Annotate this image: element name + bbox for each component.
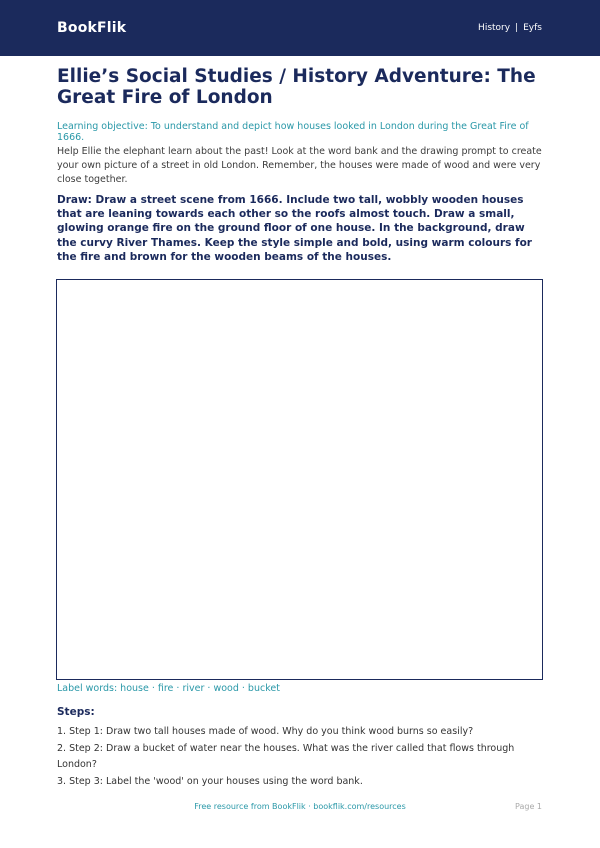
breadcrumb-subject[interactable]: History	[478, 23, 511, 33]
step-item: 1. Step 1: Draw two tall houses made of wood. Why do you think wood burns so easily?	[57, 726, 474, 737]
drawing-box[interactable]	[56, 279, 543, 680]
breadcrumb-level[interactable]: Eyfs	[523, 23, 542, 33]
intro-text: Help Ellie the elephant learn about the past! Look at the word bank and the drawing prompt to create your own picture of a street in old London. Remember, the houses were made of wood and were very close together.	[57, 146, 542, 186]
learning-objective: Learning objective: To understand and depict how houses looked in London during the Great Fire of 1666.	[57, 121, 529, 143]
breadcrumb	[478, 23, 542, 33]
page-title: Ellie’s Social Studies / History Adventure: The Great Fire of London	[57, 66, 536, 108]
breadcrumb-separator: |	[515, 23, 519, 33]
page-number: Page 1	[515, 802, 542, 811]
steps-list	[57, 724, 557, 790]
step-item: 2. Step 2: Draw a bucket of water near the houses. What was the river called that flows through London?	[57, 742, 515, 770]
brand-logo[interactable]: BookFlik	[57, 20, 127, 36]
step-item: 3. Step 3: Label the 'wood' on your houses using the word bank.	[57, 775, 363, 787]
label-words: Label words: house · fire · river · wood · bucket	[57, 683, 280, 694]
drawing-prompt: Draw: Draw a street scene from 1666. Include two tall, wobbly wooden houses that are leaning towards each other so the roofs almost touch. Draw a small, glowing orange fire on the ground floor of one house. In the background, draw the curvy River Thames. Keep the style simple and bold, using warm colours for the fire and brown for the wooden beams of the houses.	[57, 194, 532, 263]
site-header	[0, 0, 600, 56]
footer-source[interactable]: Free resource from BookFlik · bookflik.com/resources	[194, 802, 406, 811]
steps-heading: Steps:	[57, 706, 95, 718]
page-footer	[0, 802, 600, 814]
